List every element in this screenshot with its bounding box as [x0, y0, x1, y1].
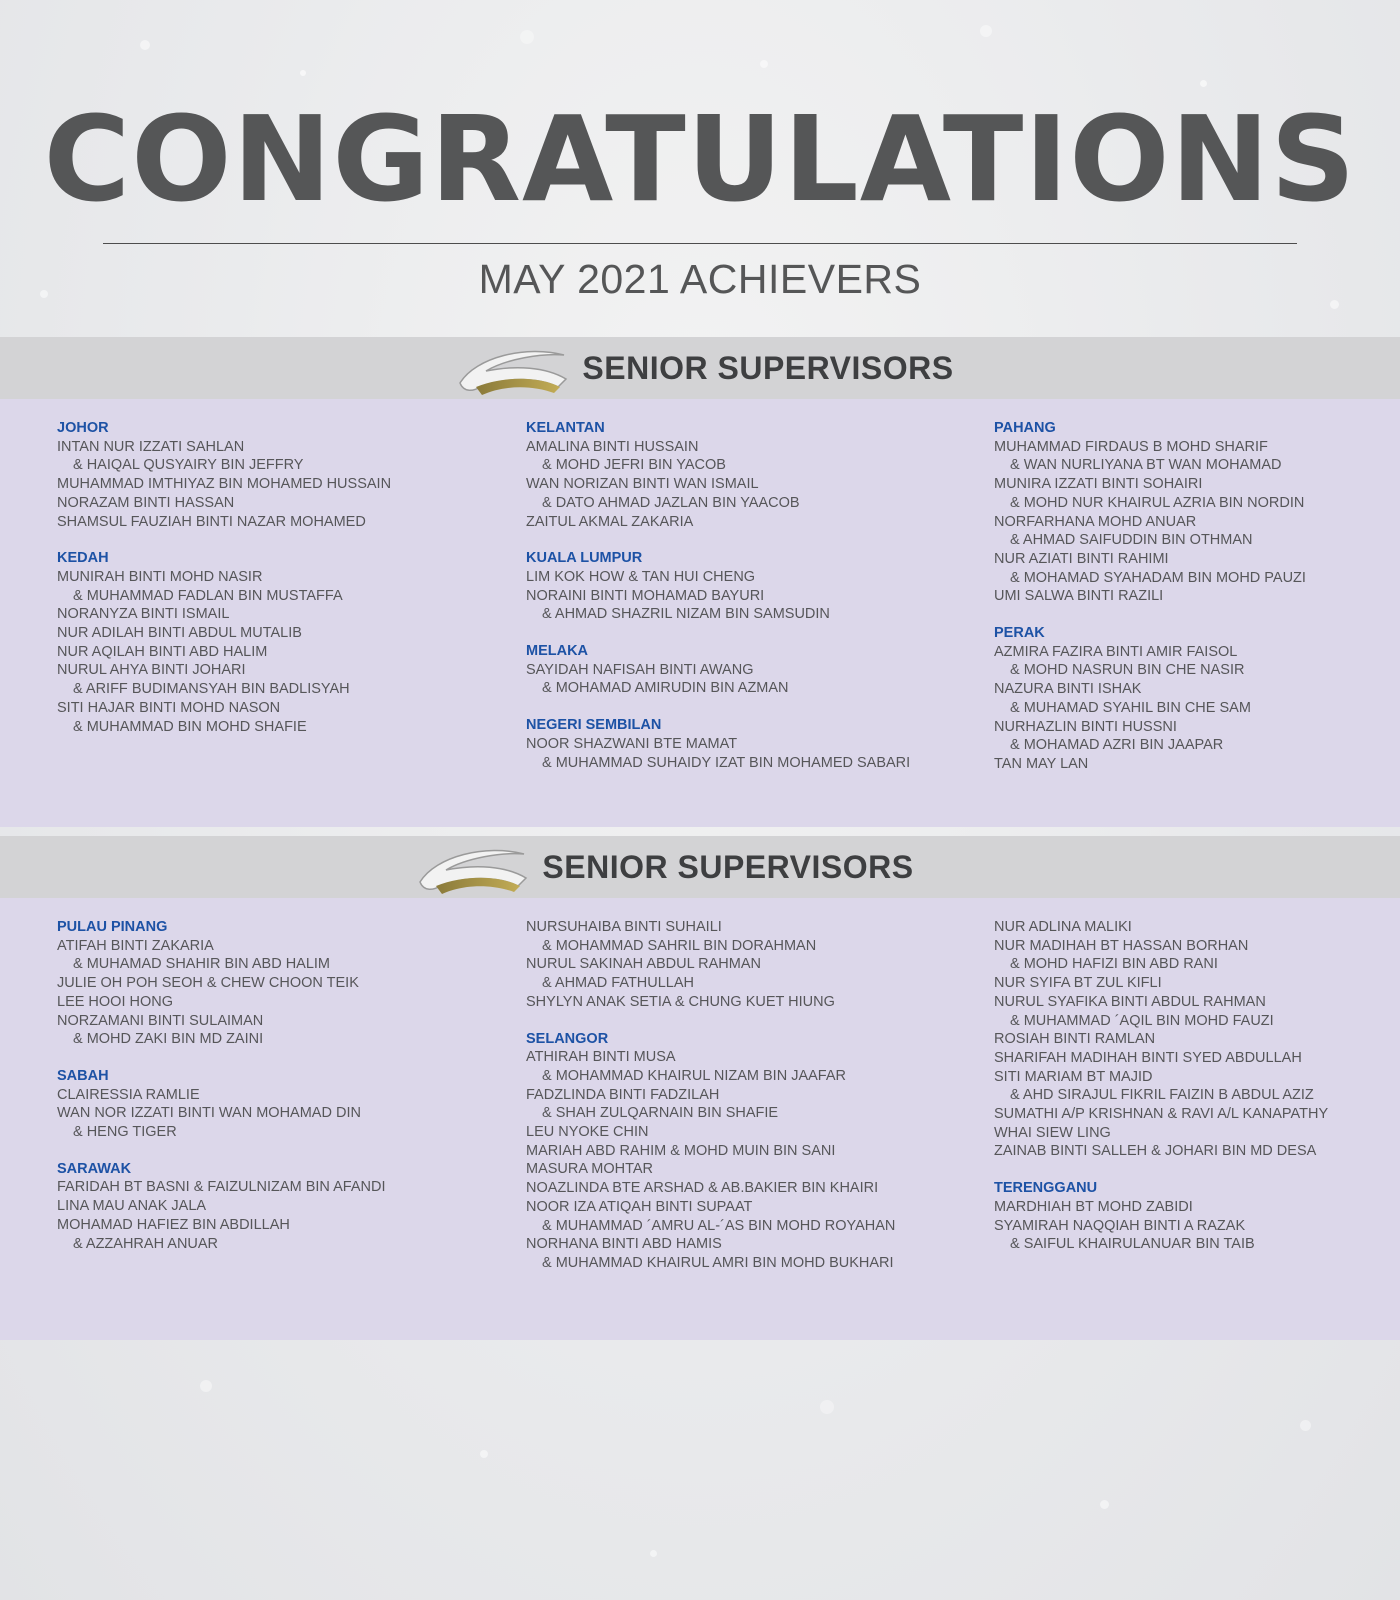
region-group	[526, 1030, 895, 1273]
achiever-name: & MUHAMMAD SUHAIDY IZAT BIN MOHAMED SABARI	[542, 754, 911, 771]
region-heading: JOHOR	[57, 420, 109, 436]
region-heading: PULAU PINANG	[57, 919, 168, 935]
page-title: CONGRATULATIONS	[43, 90, 1357, 228]
achiever-name: & HAIQAL QUSYAIRY BIN JEFFRY	[73, 457, 304, 474]
achiever-name: MUHAMMAD FIRDAUS B MOHD SHARIF	[994, 438, 1268, 455]
achiever-name: & MUHAMMAD FADLAN BIN MUSTAFFA	[73, 587, 343, 604]
region-heading: PERAK	[994, 625, 1045, 642]
achiever-name: JULIE OH POH SEOH & CHEW CHOON TEIK	[57, 975, 359, 992]
achievers-column	[526, 918, 895, 1291]
achiever-name: MUNIRAH BINTI MOHD NASIR	[57, 568, 263, 585]
achiever-name: & SAIFUL KHAIRULANUAR BIN TAIB	[1010, 1236, 1255, 1253]
achiever-name: NUR SYIFA BT ZUL KIFLI	[994, 975, 1162, 992]
region-heading: TERENGGANU	[994, 1180, 1098, 1197]
region-group	[994, 624, 1306, 774]
badge-icon	[406, 836, 534, 898]
achievers-column	[57, 918, 385, 1271]
region-heading: MELAKA	[526, 643, 589, 660]
achiever-name: LIM KOK HOW & TAN HUI CHENG	[526, 568, 756, 585]
achiever-name: SITI MARIAM BT MAJID	[994, 1068, 1153, 1085]
achiever-name: MUHAMMAD IMTHIYAZ BIN MOHAMED HUSSAIN	[57, 476, 392, 493]
achiever-name: NUR MADIHAH BT HASSAN BORHAN	[994, 937, 1249, 954]
title-divider	[103, 243, 1297, 244]
achiever-name: & ARIFF BUDIMANSYAH BIN BADLISYAH	[73, 681, 350, 698]
achiever-name: FARIDAH BT BASNI & FAIZULNIZAM BIN AFANDI	[57, 1179, 386, 1196]
region-heading: PAHANG	[994, 420, 1056, 436]
region-group	[994, 918, 1328, 1161]
achiever-name: AZMIRA FAZIRA BINTI AMIR FAISOL	[994, 643, 1238, 660]
region-heading: KELANTAN	[526, 420, 605, 436]
achiever-name: NURUL SAKINAH ABDUL RAHMAN	[526, 956, 762, 973]
achiever-name: WAN NORIZAN BINTI WAN ISMAIL	[526, 476, 759, 493]
achiever-name: NORAZAM BINTI HASSAN	[57, 494, 235, 511]
achiever-name: SHYLYN ANAK SETIA & CHUNG KUET HIUNG	[526, 993, 835, 1010]
achiever-name: ATIFAH BINTI ZAKARIA	[57, 937, 214, 954]
region-heading: NEGERI SEMBILAN	[526, 717, 662, 734]
achiever-name: & WAN NURLIYANA BT WAN MOHAMAD	[1010, 457, 1282, 474]
achiever-name: & SHAH ZULQARNAIN BIN SHAFIE	[542, 1105, 779, 1122]
achiever-name: & MOHD NASRUN BIN CHE NASIR	[1010, 662, 1245, 679]
section-header-2	[0, 836, 1400, 898]
achiever-name: NAZURA BINTI ISHAK	[994, 681, 1142, 698]
region-group	[994, 1179, 1328, 1254]
region-group	[526, 642, 910, 698]
achiever-name: & MOHAMMAD SAHRIL BIN DORAHMAN	[542, 937, 817, 954]
achiever-name: SUMATHI A/P KRISHNAN & RAVI A/L KANAPATHY	[994, 1106, 1329, 1123]
region-heading: SABAH	[57, 1067, 109, 1084]
region-group	[526, 716, 910, 772]
section-title: SENIOR SUPERVISORS	[542, 848, 914, 885]
section-header-1	[0, 337, 1400, 399]
achiever-name: & AHMAD SAIFUDDIN BIN OTHMAN	[1010, 532, 1253, 549]
region-heading: SARAWAK	[57, 1160, 132, 1177]
achiever-name: NORAINI BINTI MOHAMAD BAYURI	[526, 587, 765, 604]
achiever-name: NUR AQILAH BINTI ABD HALIM	[57, 643, 268, 660]
achiever-name: NOOR IZA ATIQAH BINTI SUPAAT	[526, 1198, 753, 1215]
achiever-name: NOAZLINDA BTE ARSHAD & AB.BAKIER BIN KHAIRI	[526, 1180, 879, 1197]
achiever-name: & DATO AHMAD JAZLAN BIN YAACOB	[542, 494, 800, 511]
achiever-name: & MOHAMMAD KHAIRUL NIZAM BIN JAAFAR	[542, 1067, 846, 1084]
region-group	[57, 549, 391, 736]
region-group	[57, 1067, 385, 1142]
achiever-name: & MOHAMAD AZRI BIN JAAPAR	[1010, 737, 1224, 754]
achiever-name: NUR ADLINA MALIKI	[994, 919, 1132, 935]
achiever-name: NURHAZLIN BINTI HUSSNI	[994, 718, 1177, 735]
region-group	[57, 918, 385, 1049]
region-group	[994, 419, 1306, 606]
achiever-name: NURUL SYAFIKA BINTI ABDUL RAHMAN	[994, 993, 1266, 1010]
achiever-name: & AZZAHRAH ANUAR	[73, 1235, 219, 1252]
page-subtitle: MAY 2021 ACHIEVERS	[478, 256, 922, 302]
achiever-name: ATHIRAH BINTI MUSA	[526, 1049, 676, 1066]
achievers-column	[57, 419, 391, 754]
achiever-name: NUR AZIATI BINTI RAHIMI	[994, 550, 1169, 567]
achiever-name: & HENG TIGER	[73, 1124, 177, 1141]
achiever-name: SHARIFAH MADIHAH BINTI SYED ABDULLAH	[994, 1049, 1302, 1066]
achiever-name: & MOHD ZAKI BIN MD ZAINI	[73, 1031, 264, 1048]
achiever-name: & AHD SIRAJUL FIKRIL FAIZIN B ABDUL AZIZ	[1010, 1087, 1314, 1104]
achiever-name: ROSIAH BINTI RAMLAN	[994, 1031, 1156, 1048]
achiever-name: NORANYZA BINTI ISMAIL	[57, 606, 230, 623]
achiever-name: ZAITUL AKMAL ZAKARIA	[526, 513, 694, 530]
section-title: SENIOR SUPERVISORS	[582, 349, 954, 386]
region-group	[57, 419, 391, 531]
region-group	[526, 419, 910, 531]
achiever-name: LINA MAU ANAK JALA	[57, 1198, 207, 1215]
achiever-name: & MUHAMMAD ´AQIL BIN MOHD FAUZI	[1010, 1012, 1274, 1029]
achiever-name: NOOR SHAZWANI BTE MAMAT	[526, 735, 738, 752]
achiever-name: NORHANA BINTI ABD HAMIS	[526, 1236, 722, 1253]
region-group	[57, 1160, 385, 1254]
achiever-name: & AHMAD SHAZRIL NIZAM BIN SAMSUDIN	[542, 606, 830, 623]
achiever-name: MARDHIAH BT MOHD ZABIDI	[994, 1198, 1193, 1215]
achiever-name: INTAN NUR IZZATI SAHLAN	[57, 438, 245, 455]
achiever-name: & MUHAMMAD KHAIRUL AMRI BIN MOHD BUKHARI	[542, 1254, 894, 1271]
achiever-name: CLAIRESSIA RAMLIE	[57, 1086, 200, 1103]
achiever-name: & MOHD NUR KHAIRUL AZRIA BIN NORDIN	[1010, 494, 1305, 511]
region-heading: SELANGOR	[526, 1030, 609, 1047]
achiever-name: NORFARHANA MOHD ANUAR	[994, 513, 1197, 530]
achiever-name: MARIAH ABD RAHIM & MOHD MUIN BIN SANI	[526, 1142, 836, 1159]
achiever-name: MASURA MOHTAR	[526, 1161, 654, 1178]
achiever-name: & MOHD HAFIZI BIN ABD RANI	[1010, 956, 1218, 973]
achiever-name: & MUHAMMAD ´AMRU AL-´AS BIN MOHD ROYAHAN	[542, 1217, 896, 1234]
achievers-column	[526, 419, 910, 790]
achiever-name: SAYIDAH NAFISAH BINTI AWANG	[526, 661, 754, 678]
achiever-name: TAN MAY LAN	[994, 755, 1089, 772]
achiever-name: LEE HOOI HONG	[57, 993, 174, 1010]
badge-icon	[446, 337, 574, 399]
achiever-name: & MOHAMAD SYAHADAM BIN MOHD PAUZI	[1010, 569, 1306, 586]
achiever-name: & MUHAMAD SHAHIR BIN ABD HALIM	[73, 956, 331, 973]
achiever-name: ZAINAB BINTI SALLEH & JOHARI BIN MD DESA	[994, 1143, 1317, 1160]
achiever-name: NURSUHAIBA BINTI SUHAILI	[526, 919, 722, 935]
achiever-name: AMALINA BINTI HUSSAIN	[526, 438, 699, 455]
achievers-column	[994, 918, 1328, 1272]
achiever-name: & AHMAD FATHULLAH	[542, 975, 695, 992]
achiever-name: SHAMSUL FAUZIAH BINTI NAZAR MOHAMED	[57, 513, 366, 530]
achievers-panel-1	[0, 399, 1400, 827]
region-heading: KEDAH	[57, 550, 109, 567]
achiever-name: & MOHAMAD AMIRUDIN BIN AZMAN	[542, 680, 789, 697]
region-group	[526, 549, 910, 624]
achiever-name: & MUHAMAD SYAHIL BIN CHE SAM	[1010, 699, 1251, 716]
achievers-panel-2	[0, 898, 1400, 1340]
achiever-name: NURUL AHYA BINTI JOHARI	[57, 662, 246, 679]
achiever-name: MOHAMAD HAFIEZ BIN ABDILLAH	[57, 1216, 290, 1233]
achiever-name: & MUHAMMAD BIN MOHD SHAFIE	[73, 718, 307, 735]
achiever-name: SYAMIRAH NAQQIAH BINTI A RAZAK	[994, 1217, 1246, 1234]
achiever-name: NUR ADILAH BINTI ABDUL MUTALIB	[57, 625, 302, 642]
achiever-name: FADZLINDA BINTI FADZILAH	[526, 1086, 720, 1103]
achiever-name: WHAI SIEW LING	[994, 1124, 1111, 1141]
achievers-column	[994, 419, 1306, 792]
achiever-name: MUNIRA IZZATI BINTI SOHAIRI	[994, 476, 1203, 493]
achiever-name: WAN NOR IZZATI BINTI WAN MOHAMAD DIN	[57, 1105, 361, 1122]
achiever-name: & MOHD JEFRI BIN YACOB	[542, 457, 726, 474]
achiever-name: LEU NYOKE CHIN	[526, 1124, 649, 1141]
achiever-name: NORZAMANI BINTI SULAIMAN	[57, 1012, 264, 1029]
region-heading: KUALA LUMPUR	[526, 550, 643, 567]
achiever-name: SITI HAJAR BINTI MOHD NASON	[57, 699, 281, 716]
region-group	[526, 918, 895, 1012]
achiever-name: UMI SALWA BINTI RAZILI	[994, 588, 1164, 605]
